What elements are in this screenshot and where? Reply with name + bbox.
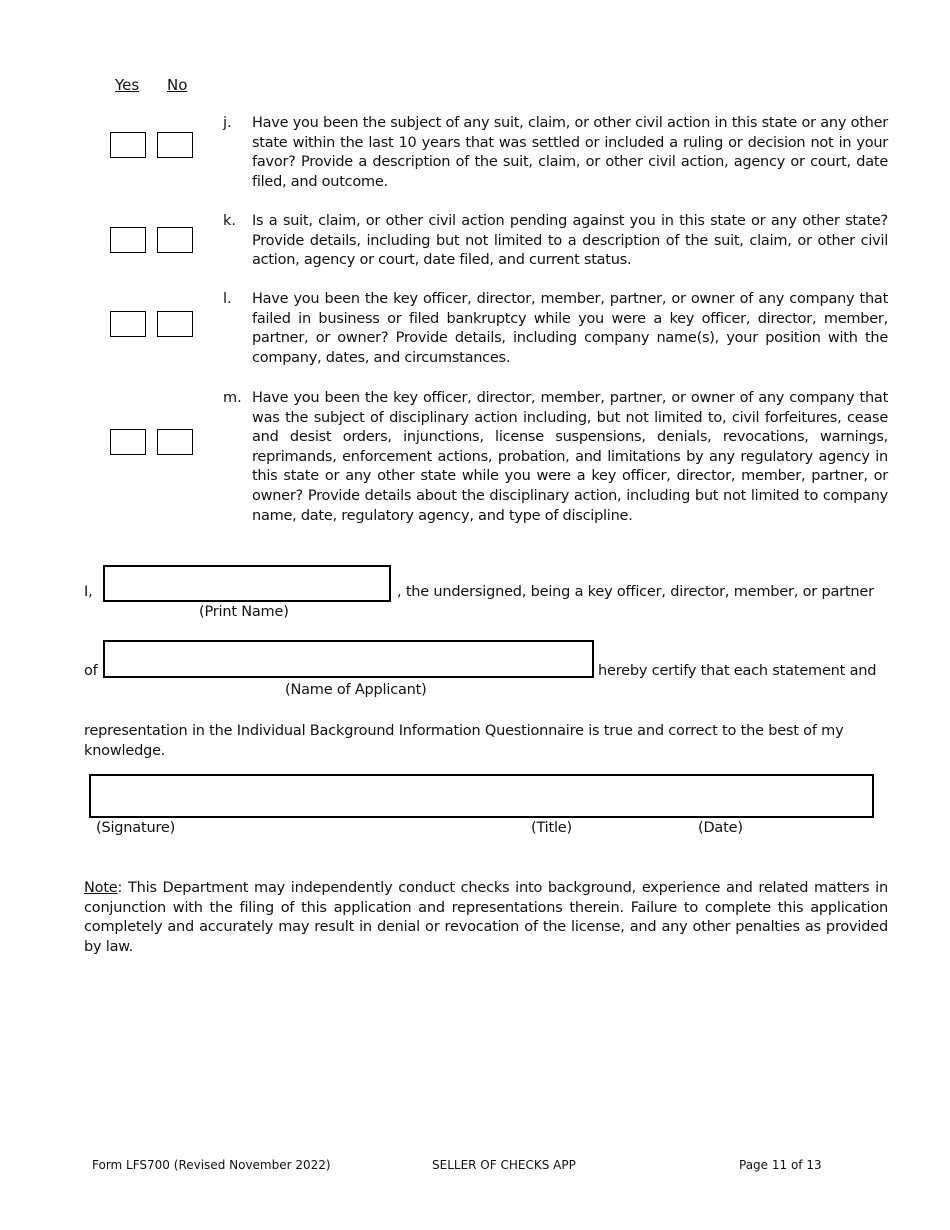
yes-column-header: Yes [115,76,140,94]
question-m-letter: m. [223,390,242,406]
cert-after-name-text: , the undersigned, being a key officer, director, member, or partner [397,584,874,600]
question-l-letter: l. [223,291,232,307]
question-l-text: Have you been the key officer, director, member, partner, or owner of any company that failed in business or filed bankruptcy while you were a key officer, director, member, partner, or owner? Provide details, including company name(s), your position with the company, dates, and circumstances. [252,291,888,366]
signature-label: (Signature) [96,820,176,836]
question-l-no-checkbox[interactable] [157,311,193,337]
footer-page-number: Page 11 of 13 [739,1158,822,1172]
cert-after-applicant-text: hereby certify that each statement and [598,663,877,679]
date-label: (Date) [698,820,743,836]
cert-prefix-i: I, [84,584,93,600]
no-column-header: No [167,76,188,94]
print-name-label: (Print Name) [199,604,289,620]
footer-center-title: SELLER OF CHECKS APP [432,1158,576,1172]
applicant-name-field[interactable] [103,640,594,678]
question-j-no-checkbox[interactable] [157,132,193,158]
question-k-yes-checkbox[interactable] [110,227,146,253]
question-m-yes-checkbox[interactable] [110,429,146,455]
note-label: Note [84,880,118,896]
footer-form-id: Form LFS700 (Revised November 2022) [92,1158,331,1172]
applicant-name-label: (Name of Applicant) [285,682,427,698]
note-paragraph [84,879,888,957]
question-k-letter: k. [223,213,237,229]
question-k-text: Is a suit, claim, or other civil action pending against you in this state or any other state? Provide details, including but not limited to a description of the suit, claim, or other civil action, agency or court, date filed, and current status. [252,213,888,269]
question-j-letter: j. [223,115,232,131]
question-l-yes-checkbox[interactable] [110,311,146,337]
question-m-no-checkbox[interactable] [157,429,193,455]
question-m-text: Have you been the key officer, director, member, partner, or owner of any company that was the subject of disciplinary action including, but not limited to, civil forfeitures, cease and desist orders, injunctions, license suspensions, denials, revocations, warnings, reprimands, enforcement actions, probation, and limitations by any regulatory agency in this state or any other state while you were a key officer, director, member, partner, or owner? Provide details about the disciplinary action, including but not limited to company name, date, regulatory agency, and type of discipline. [252,390,888,524]
print-name-field[interactable] [103,565,391,602]
certification-statement: representation in the Individual Background Information Questionnaire is true and correct to the best of my knowledge. [84,723,844,759]
signature-title-date-field[interactable] [89,774,874,818]
question-k-no-checkbox[interactable] [157,227,193,253]
note-text: : This Department may independently conduct checks into background, experience and related matters in conjunction with the filing of this application and representations therein. Failure to complete this application completely and accurately may result in denial or revocation of the license, and any other penalties as provided by law. [84,880,888,955]
title-label: (Title) [531,820,572,836]
cert-prefix-of: of [84,663,98,679]
question-j-text: Have you been the subject of any suit, claim, or other civil action in this state or any other state within the last 10 years that was settled or included a ruling or decision not in your favor? Provide a description of the suit, claim, or other civil action, agency or court, date filed, and outcome. [252,115,888,190]
question-j-yes-checkbox[interactable] [110,132,146,158]
